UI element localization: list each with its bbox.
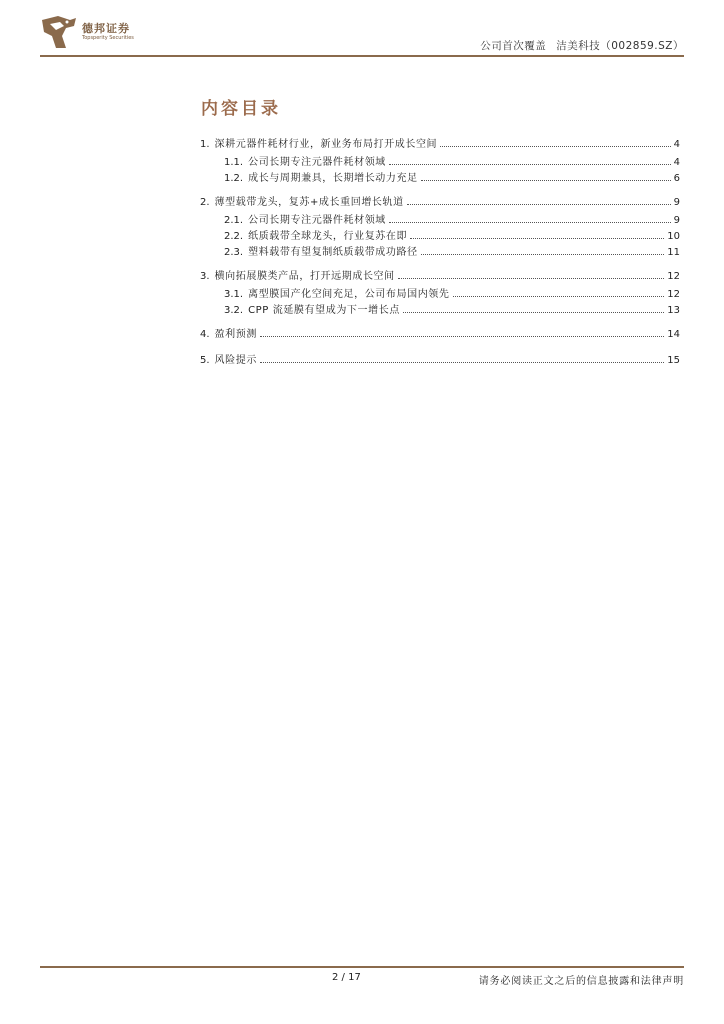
toc-entry-page: 12 — [667, 289, 680, 300]
page-number: 2 / 17 — [332, 972, 361, 983]
toc-entry-title: 风险提示 — [214, 355, 257, 366]
toc-entry-page: 12 — [667, 271, 680, 282]
toc-entry-page: 6 — [673, 173, 680, 184]
toc-leader-dots — [260, 361, 664, 363]
toc-entry-page: 9 — [673, 197, 680, 208]
toc-subsection-entry[interactable] — [224, 244, 680, 258]
toc-entry-number: 2. — [200, 197, 210, 208]
toc-entry-title: 纸质载带全球龙头，行业复苏在即 — [248, 231, 408, 242]
toc-entry-number: 2.3. — [224, 247, 244, 258]
toc-leader-dots — [389, 163, 671, 165]
toc-entry-number: 1.1. — [224, 157, 244, 168]
toc-subsection-entry[interactable] — [224, 302, 680, 316]
toc-entry-page: 4 — [673, 157, 680, 168]
toc-entry-title: 公司长期专注元器件耗材领域 — [248, 157, 386, 168]
toc-leader-dots — [403, 311, 664, 313]
report-info — [480, 38, 684, 53]
toc-section-entry[interactable] — [200, 268, 680, 282]
toc-subsection-entry[interactable] — [224, 212, 680, 226]
toc-entry-title: 横向拓展膜类产品，打开远期成长空间 — [214, 271, 395, 282]
company-logo — [40, 14, 170, 50]
header-divider — [40, 55, 684, 57]
toc-leader-dots — [389, 221, 671, 223]
toc-leader-dots — [440, 145, 670, 147]
logo-subtitle: Topsperity Securities — [82, 35, 134, 41]
toc-entry-number: 5. — [200, 355, 210, 366]
company-name: 洁美科技（002859.SZ） — [556, 40, 684, 52]
toc-entry-title: 薄型载带龙头，复苏+成长重回增长轨道 — [214, 197, 404, 208]
toc-section-entry[interactable] — [200, 136, 680, 150]
toc-section-entry[interactable] — [200, 194, 680, 208]
page-header — [40, 14, 684, 56]
toc-entry-page: 9 — [673, 215, 680, 226]
toc-entry-page: 10 — [667, 231, 680, 242]
toc-subsection-entry[interactable] — [224, 154, 680, 168]
toc-leader-dots — [398, 277, 665, 279]
toc-entry-title: 离型膜国产化空间充足，公司布局国内领先 — [248, 289, 450, 300]
toc-entry-title: 盈利预测 — [214, 329, 257, 340]
disclaimer-note: 请务必阅读正文之后的信息披露和法律声明 — [478, 976, 684, 987]
toc-entry-page: 11 — [667, 247, 680, 258]
toc-entry-number: 1. — [200, 139, 210, 150]
toc-leader-dots — [410, 237, 664, 239]
toc-entry-number: 4. — [200, 329, 210, 340]
toc-entry-page: 13 — [667, 305, 680, 316]
toc-section-entry[interactable] — [200, 352, 680, 366]
toc-subsection-entry[interactable] — [224, 170, 680, 184]
toc-title: 内容目录 — [201, 99, 281, 119]
footer-divider — [40, 966, 684, 968]
toc-leader-dots — [407, 203, 671, 205]
toc-entry-number: 3.2. — [224, 305, 244, 316]
toc-entry-number: 2.1. — [224, 215, 244, 226]
toc-subsection-entry[interactable] — [224, 286, 680, 300]
toc-entry-number: 1.2. — [224, 173, 244, 184]
toc-leader-dots — [421, 253, 665, 255]
toc-entry-number: 3.1. — [224, 289, 244, 300]
toc-leader-dots — [421, 179, 671, 181]
toc-entry-page: 15 — [667, 355, 680, 366]
report-type: 公司首次覆盖 — [480, 40, 547, 52]
toc-leader-dots — [453, 295, 665, 297]
toc-entry-number: 2.2. — [224, 231, 244, 242]
toc-subsection-entry[interactable] — [224, 228, 680, 242]
toc-entry-title: 深耕元器件耗材行业，新业务布局打开成长空间 — [214, 139, 438, 150]
toc-section-entry[interactable] — [200, 326, 680, 340]
toc-leader-dots — [260, 335, 664, 337]
toc-entry-title: 公司长期专注元器件耗材领域 — [248, 215, 386, 226]
toc-entry-number: 3. — [200, 271, 210, 282]
logo-mark-icon — [40, 14, 78, 50]
toc-entry-title: CPP 流延膜有望成为下一增长点 — [248, 305, 400, 316]
toc-entry-page: 4 — [673, 139, 680, 150]
logo-name: 德邦证券 — [82, 22, 130, 35]
toc-entry-title: 成长与周期兼具，长期增长动力充足 — [248, 173, 418, 184]
toc-entry-page: 14 — [667, 329, 680, 340]
toc-entry-title: 塑料载带有望复制纸质载带成功路径 — [248, 247, 418, 258]
